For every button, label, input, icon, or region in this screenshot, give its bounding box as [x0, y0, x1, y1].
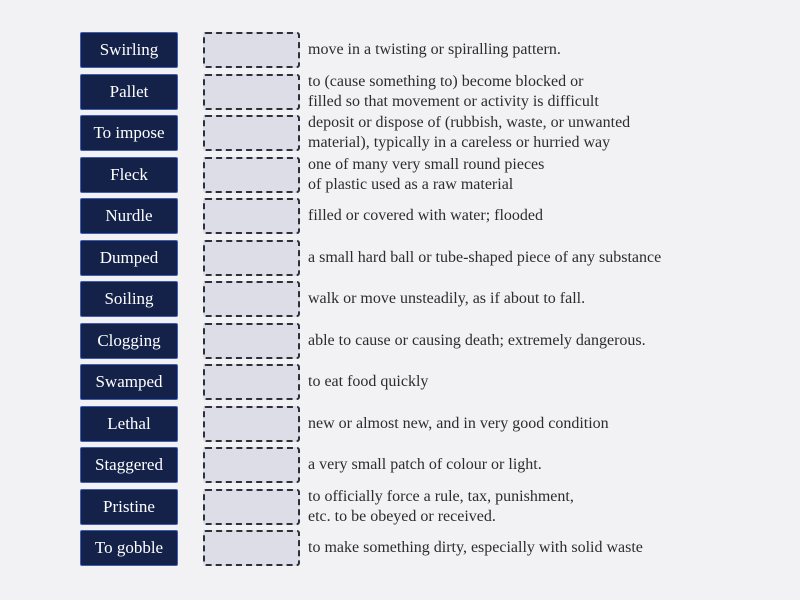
drop-slot-12[interactable] [203, 489, 300, 525]
definition-line: to officially force a rule, tax, punishment, [308, 488, 574, 505]
definition-11 [308, 447, 788, 483]
match-row-13 [0, 530, 800, 566]
word-tile-swirling[interactable]: Swirling [80, 32, 178, 68]
definition-2 [308, 74, 788, 110]
definition-line: etc. to be obeyed or received. [308, 508, 496, 525]
definition-line: new or almost new, and in very good condition [308, 415, 609, 432]
word-tile-clogging[interactable]: Clogging [80, 323, 178, 359]
definition-line: filled so that movement or activity is difficult [308, 93, 599, 110]
definition-7 [308, 281, 788, 317]
match-row-8 [0, 323, 800, 359]
word-tile-staggered[interactable]: Staggered [80, 447, 178, 483]
match-row-6 [0, 240, 800, 276]
definition-line: of plastic used as a raw material [308, 176, 514, 193]
match-row-3 [0, 115, 800, 151]
drop-slot-13[interactable] [203, 530, 300, 566]
definition-line: move in a twisting or spiralling pattern. [308, 41, 561, 58]
drop-slot-1[interactable] [203, 32, 300, 68]
word-tile-nurdle[interactable]: Nurdle [80, 198, 178, 234]
word-tile-dumped[interactable]: Dumped [80, 240, 178, 276]
drop-slot-8[interactable] [203, 323, 300, 359]
definition-5 [308, 198, 788, 234]
word-tile-to-gobble[interactable]: To gobble [80, 530, 178, 566]
match-row-12 [0, 489, 800, 525]
drop-slot-9[interactable] [203, 364, 300, 400]
definition-line: walk or move unsteadily, as if about to fall. [308, 290, 586, 307]
definition-line: to make something dirty, especially with solid waste [308, 539, 643, 556]
definition-line: filled or covered with water; flooded [308, 207, 544, 224]
definition-line: to (cause something to) become blocked or [308, 73, 584, 90]
drop-slot-5[interactable] [203, 198, 300, 234]
word-tile-pallet[interactable]: Pallet [80, 74, 178, 110]
drop-slot-2[interactable] [203, 74, 300, 110]
match-row-4 [0, 157, 800, 193]
match-row-11 [0, 447, 800, 483]
match-row-2 [0, 74, 800, 110]
definition-13 [308, 530, 788, 566]
drop-slot-7[interactable] [203, 281, 300, 317]
match-row-1 [0, 32, 800, 68]
definition-line: a small hard ball or tube-shaped piece of any substance [308, 249, 662, 266]
definition-8 [308, 323, 788, 359]
definition-4 [308, 157, 788, 193]
drop-slot-3[interactable] [203, 115, 300, 151]
word-tile-pristine[interactable]: Pristine [80, 489, 178, 525]
match-row-9 [0, 364, 800, 400]
match-row-5 [0, 198, 800, 234]
drop-slot-11[interactable] [203, 447, 300, 483]
drop-slot-4[interactable] [203, 157, 300, 193]
definition-12 [308, 489, 788, 525]
definition-1 [308, 32, 788, 68]
match-row-10 [0, 406, 800, 442]
word-tile-soiling[interactable]: Soiling [80, 281, 178, 317]
definition-line: one of many very small round pieces [308, 156, 545, 173]
definition-line: deposit or dispose of (rubbish, waste, or unwanted [308, 114, 631, 131]
word-tile-to-impose[interactable]: To impose [80, 115, 178, 151]
definition-6 [308, 240, 788, 276]
match-row-7 [0, 281, 800, 317]
word-tile-swamped[interactable]: Swamped [80, 364, 178, 400]
drop-slot-6[interactable] [203, 240, 300, 276]
definition-9 [308, 364, 788, 400]
definition-line: to eat food quickly [308, 373, 429, 390]
definition-line: a very small patch of colour or light. [308, 456, 542, 473]
definition-line: able to cause or causing death; extremely dangerous. [308, 332, 646, 349]
definition-3 [308, 115, 788, 151]
word-tile-fleck[interactable]: Fleck [80, 157, 178, 193]
drop-slot-10[interactable] [203, 406, 300, 442]
definition-10 [308, 406, 788, 442]
definition-line: material), typically in a careless or hurried way [308, 134, 611, 151]
word-tile-lethal[interactable]: Lethal [80, 406, 178, 442]
